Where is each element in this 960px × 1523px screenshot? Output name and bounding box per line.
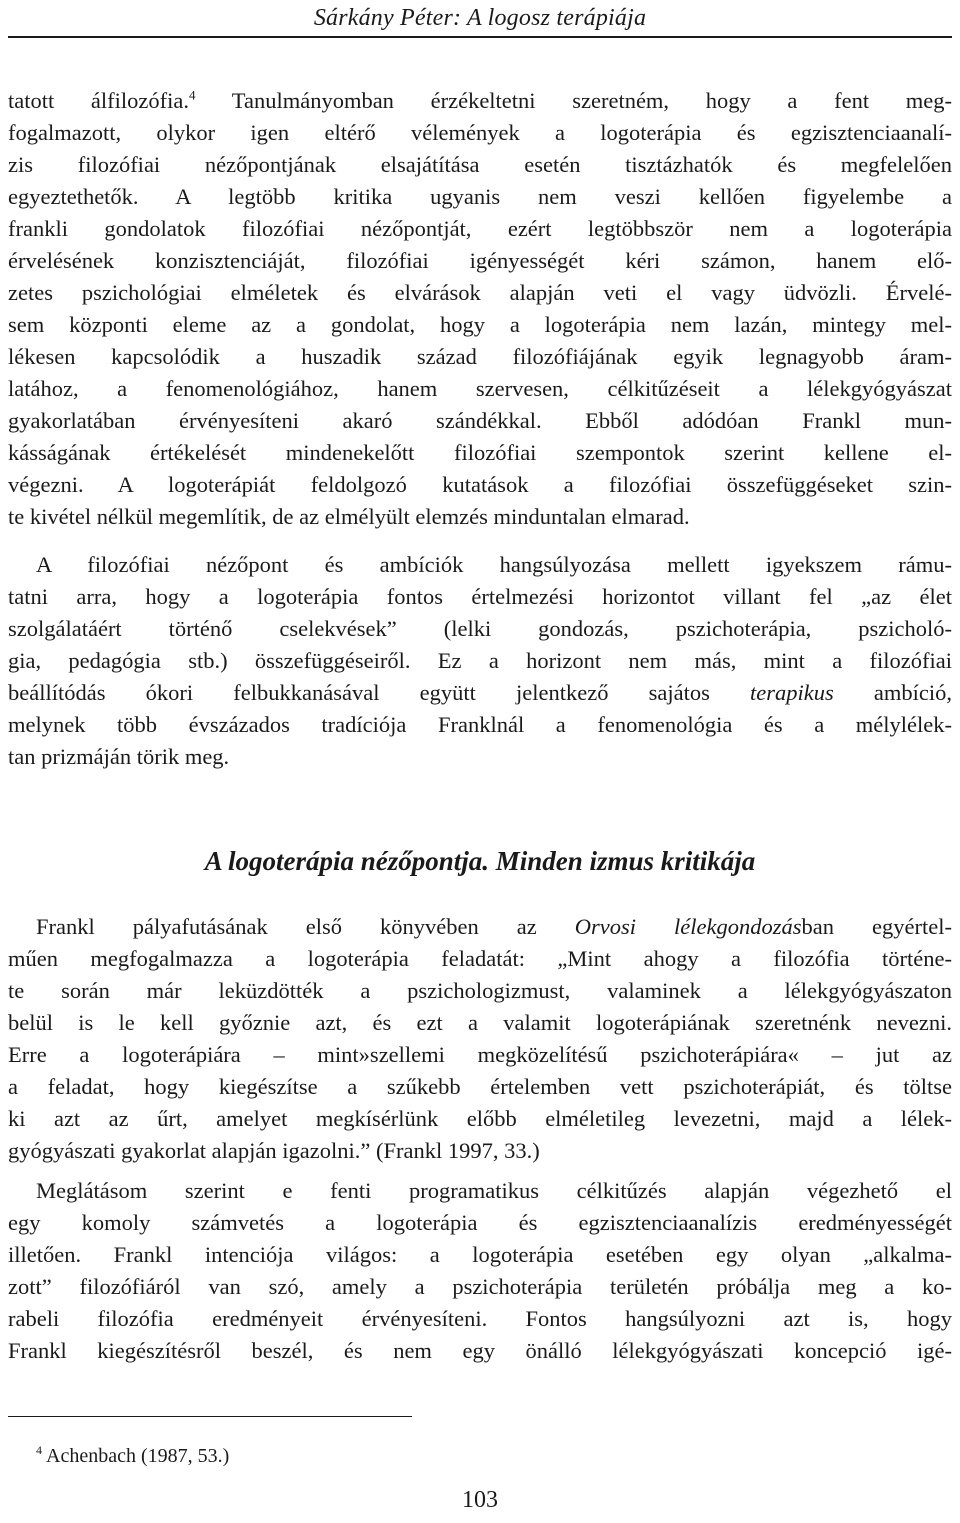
text-line: a feladat, hogy kiegészítse a szűkebb értelemben vett pszichoterápiát, és töltse: [8, 1074, 952, 1099]
text-line: frankli gondolatok filozófiai nézőpontját, ezért legtöbbször nem a logoterápia: [8, 216, 952, 241]
text-line: latához, a fenomenológiához, hanem szervesen, célkitűzéseit a lélekgyógyászat: [8, 376, 952, 401]
text-line: lékesen kapcsolódik a huszadik század filozófiájának egyik legnagyobb áram-: [8, 344, 952, 369]
text-line: gyógyászati gyakorlat alapján igazolni.” (Frankl 1997, 33.): [8, 1138, 540, 1163]
text-line: fogalmazott, olykor igen eltérő vélemények a logoterápia és egzisztenciaanalí-: [8, 120, 952, 145]
paragraph-4: [8, 1175, 952, 1367]
text-line: te kivétel nélkül megemlítik, de az elmélyült elemzés minduntalan elmarad.: [8, 504, 690, 529]
text-line: zetes pszichológiai elméletek és elvárások alapján veti el vagy üdvözli. Érvelé-: [8, 280, 952, 305]
text-line: Frankl kiegészítésről beszél, és nem egy önálló lélekgyógyászati koncepció igé-: [8, 1338, 952, 1363]
text-line: tatott álfilozófia.$^4$ Tanulmányomban érzékeltetni szeretném, hogy a fent meg-: [8, 87, 952, 113]
text-line: zis filozófiai nézőpontjának elsajátítása esetén tisztázhatók és megfelelően: [8, 152, 952, 177]
text-line: sem központi eleme az a gondolat, hogy a logoterápia nem lazán, mintegy mel-: [8, 312, 952, 337]
running-header: Sárkány Péter: A logosz terápiája: [313, 5, 647, 31]
text-line: kásságának értékelését mindenekelőtt filozófiai szempontok szerint kellene el-: [8, 440, 952, 465]
text-line: szolgálatáért történő cselekvések” (lelki gondozás, pszichoterápia, pszicholó-: [8, 616, 952, 641]
paragraph-2: [8, 549, 952, 773]
text-line: gyakorlatában érvényesíteni akaró szándékkal. Ebből adódóan Frankl mun-: [8, 408, 952, 433]
footnote-text: Achenbach (1987, 53.): [46, 1445, 230, 1467]
header-rule: [8, 36, 952, 38]
text-line: te során már leküzdötték a pszichologizmust, valaminek a lélekgyógyászaton: [8, 978, 952, 1003]
text-line: Frankl pályafutásának első könyvében az Orvosi lélekgondozásban egyértel-: [36, 914, 952, 939]
text-line: gia, pedagógia stb.) összefüggéseiről. Ez a horizont nem más, mint a filozófiai: [8, 648, 952, 673]
text-line: érvelésének konzisztenciáját, filozófiai igényességét kéri számon, hanem elő-: [8, 248, 952, 273]
text-line: rabeli filozófia eredményeit érvényesíteni. Fontos hangsúlyozni azt is, hogy: [8, 1306, 952, 1331]
text-line: Erre a logoterápiára – mint»szellemi megközelítésű pszichoterápiára« – jut az: [8, 1042, 952, 1067]
text-line: egyeztethetők. A legtöbb kritika ugyanis nem veszi kellően figyelembe a: [8, 184, 952, 209]
book-title: Orvosi lélekgondozás: [574, 914, 802, 939]
text-line: A filozófiai nézőpont és ambíciók hangsúlyozása mellett igyekszem rámu-: [36, 552, 952, 577]
section-title: A logoterápia nézőpontja. Minden izmus kritikája: [204, 846, 756, 876]
text-line: illetően. Frankl intenciója világos: a logoterápia esetében egy olyan „alkalma-: [8, 1242, 952, 1267]
text-line: tan prizmáján törik meg.: [8, 744, 230, 769]
footnote-rule: [8, 1416, 412, 1417]
paragraph-1: [8, 85, 952, 533]
emphasis: terapikus: [750, 680, 834, 705]
text-line: melynek több évszázados tradíciója Franklnál a fenomenológia és a mélylélek-: [8, 712, 952, 737]
footnote: [36, 1442, 229, 1470]
footnote-mark: 4: [36, 1443, 42, 1458]
text-line: egy komoly számvetés a logoterápia és egzisztenciaanalízis eredményességét: [8, 1210, 952, 1235]
page-number: 103: [462, 1487, 498, 1513]
text-line: ki azt az űrt, amelyet megkísérlünk előbb elméletileg levezetni, majd a lélek-: [8, 1106, 952, 1131]
text-line: zott” filozófiáról van szó, amely a pszichoterápia területén próbálja meg a ko-: [8, 1274, 952, 1299]
text-line: beállítódás ókori felbukkanásával együtt jelentkező sajátos terapikus ambíció,: [8, 680, 952, 705]
text-line: műen megfogalmazza a logoterápia feladatát: „Mint ahogy a filozófia történe-: [8, 946, 952, 971]
paragraph-3: [8, 911, 952, 1167]
text-line: tatni arra, hogy a logoterápia fontos értelmezési horizontot villant fel „az élet: [8, 584, 952, 609]
text-line: Meglátásom szerint e fenti programatikus célkitűzés alapján végezhető el: [36, 1178, 952, 1203]
text-line: végezni. A logoterápiát feldolgozó kutatások a filozófiai összefüggéseket szin-: [8, 472, 952, 497]
footnote-marker: 4: [189, 87, 196, 103]
text-line: belül is le kell győznie azt, és ezt a valamit logoterápiának szeretnénk nevezni.: [8, 1010, 952, 1035]
